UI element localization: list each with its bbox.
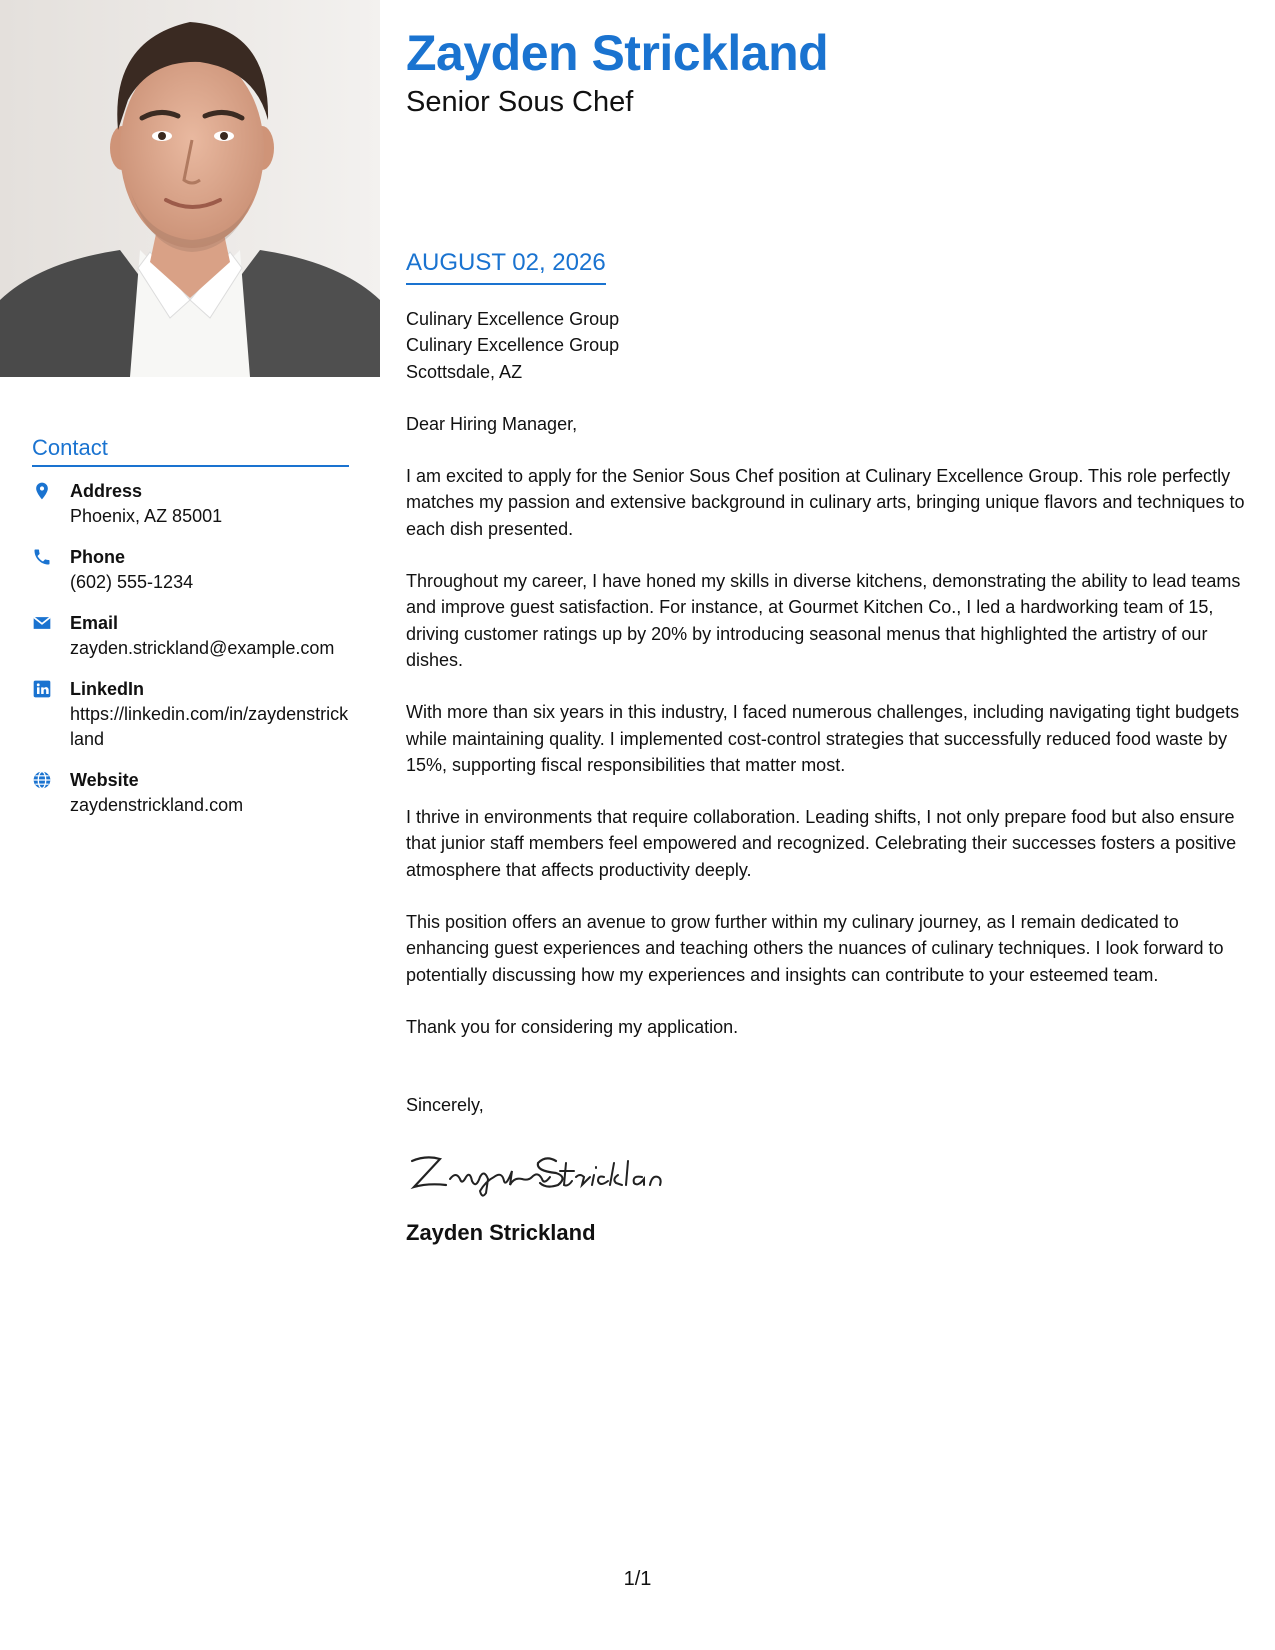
contact-phone	[32, 545, 349, 595]
letter-date: AUGUST 02, 2026	[406, 248, 606, 285]
letter-paragraph: With more than six years in this industry, I faced numerous challenges, including navigating tight budgets while maintaining quality. I implemented cost-control strategies that successfully reduced food waste by 15%, supporting fiscal responsibilities that matter most.	[406, 702, 1240, 775]
recipient-block	[406, 306, 1246, 385]
signer-name: Zayden Strickland	[406, 1219, 596, 1245]
contact-email	[32, 611, 349, 661]
letter-paragraph: I am excited to apply for the Senior Sous Chef position at Culinary Excellence Group. This role perfectly matches my passion and extensive background in culinary arts, bringing unique flavors and techniques to each dish presented.	[406, 466, 1245, 539]
address-value: Phoenix, AZ 85001	[70, 506, 223, 526]
globe-icon	[32, 768, 70, 790]
contact-website	[32, 768, 349, 818]
email-label: Email	[70, 613, 119, 633]
contact-address	[32, 479, 349, 529]
letter-paragraph: This position offers an avenue to grow further within my culinary journey, as I remain dedicated to enhancing guest experiences and teaching others the nuances of culinary techniques. I look forward to potentially discussing how my experiences and insights can contribute to your esteemed team.	[406, 912, 1224, 985]
contact-sidebar	[32, 434, 349, 834]
contact-heading: Contact	[32, 434, 349, 467]
recipient-line: Culinary Excellence Group	[406, 309, 620, 329]
letter-body	[406, 306, 1246, 1247]
linkedin-icon	[32, 677, 70, 699]
location-pin-icon	[32, 479, 70, 501]
letter-header	[406, 22, 1246, 120]
closing: Sincerely,	[406, 1095, 484, 1116]
linkedin-value[interactable]: https://linkedin.com/in/zaydenstrickland	[70, 704, 349, 749]
letter-paragraph: Thank you for considering my application.	[406, 1016, 739, 1037]
page-number: 1/1	[623, 1568, 652, 1590]
email-value[interactable]: zayden.strickland@example.com	[70, 638, 335, 658]
linkedin-label: LinkedIn	[70, 679, 145, 699]
date-block	[406, 248, 606, 285]
applicant-title: Senior Sous Chef	[406, 86, 634, 118]
recipient-line: Culinary Excellence Group	[406, 335, 620, 356]
profile-photo	[0, 0, 380, 377]
website-label: Website	[70, 770, 139, 790]
letter-paragraph: Throughout my career, I have honed my skills in diverse kitchens, demonstrating the ability to lead teams and improve guest satisfaction. For instance, at Gourmet Kitchen Co., I led a hardworking team of 15, driving customer ratings up by 20% by introducing seasonal menus that highlighted the artistry of our dishes.	[406, 571, 1241, 670]
contact-linkedin	[32, 677, 349, 752]
letter-paragraph: I thrive in environments that require collaboration. Leading shifts, I not only prepare food but also ensure that junior staff members feel empowered and recognized. Celebrating their successes fosters a positive atmosphere that affects productivity deeply.	[406, 807, 1237, 880]
handwritten-signature	[406, 1141, 1246, 1201]
email-icon	[32, 611, 70, 633]
recipient-line: Scottsdale, AZ	[406, 361, 523, 382]
salutation: Dear Hiring Manager,	[406, 413, 578, 434]
applicant-name: Zayden Strickland	[406, 25, 829, 81]
address-label: Address	[70, 481, 143, 501]
phone-label: Phone	[70, 547, 126, 567]
website-value[interactable]: zaydenstrickland.com	[70, 795, 244, 815]
phone-value[interactable]: (602) 555-1234	[70, 572, 194, 592]
phone-icon	[32, 545, 70, 567]
